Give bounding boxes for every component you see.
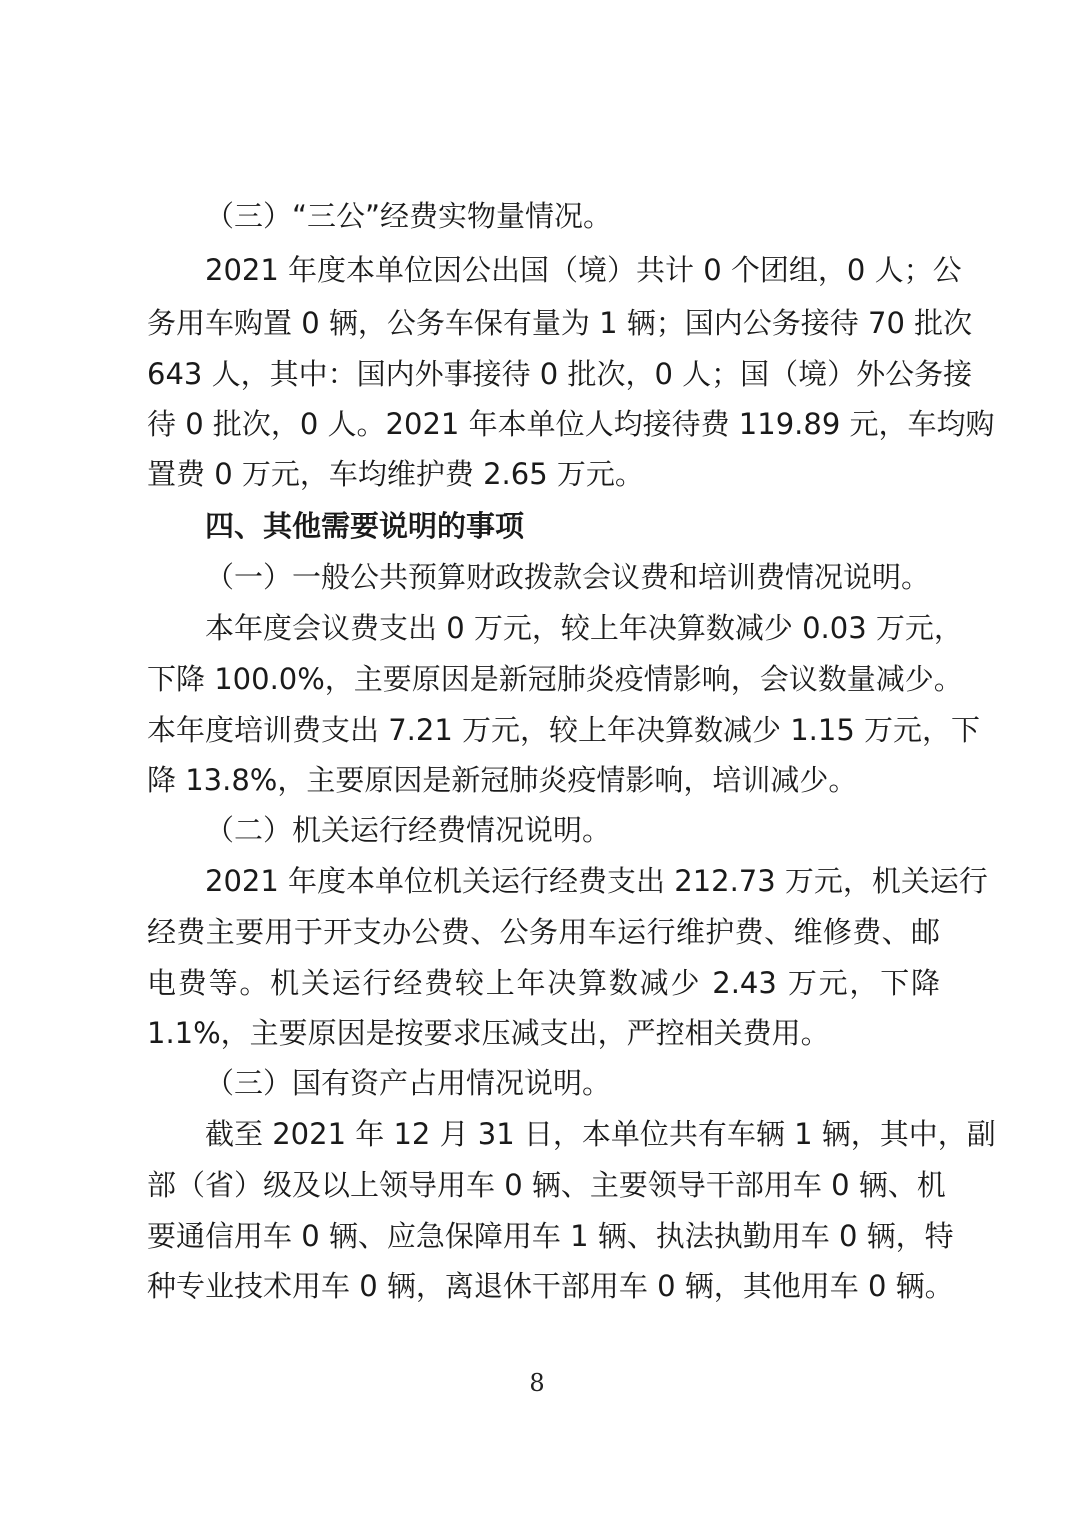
paragraph-line: 下降 100.0%，主要原因是新冠肺炎疫情影响，会议数量减少。 (147, 662, 963, 696)
paragraph-line: 2021 年度本单位因公出国（境）共计 0 个团组，0 人；公 (205, 253, 962, 287)
paragraph-line: 本年度会议费支出 0 万元，较上年决算数减少 0.03 万元， (205, 611, 963, 645)
paragraph-line: 要通信用车 0 辆、应急保障用车 1 辆、执法执勤用车 0 辆，特 (147, 1219, 954, 1253)
paragraph-line: 643 人，其中：国内外事接待 0 批次，0 人；国（境）外公务接 (147, 357, 973, 391)
paragraph-line: 1.1%，主要原因是按要求压减支出，严控相关费用。 (147, 1016, 830, 1050)
paragraph-line: 截至 2021 年 12 月 31 日，本单位共有车辆 1 辆，其中，副 (205, 1117, 996, 1151)
section-heading: （三）“三公”经费实物量情况。 (205, 199, 613, 233)
paragraph-line: 务用车购置 0 辆，公务车保有量为 1 辆；国内公务接待 70 批次 (147, 306, 973, 340)
paragraph-line: 经费主要用于开支办公费、公务用车运行维护费、维修费、邮 (147, 915, 940, 949)
paragraph-line: 电费等。机关运行经费较上年决算数减少 2.43 万元，下降 (147, 966, 940, 1000)
subsection-heading: （二）机关运行经费情况说明。 (205, 813, 612, 847)
subsection-heading: （一）一般公共预算财政拨款会议费和培训费情况说明。 (205, 560, 931, 594)
paragraph-line: 待 0 批次，0 人。2021 年本单位人均接待费 119.89 元，车均购 (147, 407, 995, 441)
paragraph-line: 本年度培训费支出 7.21 万元，较上年决算数减少 1.15 万元，下 (147, 713, 981, 747)
paragraph-line: 2021 年度本单位机关运行经费支出 212.73 万元，机关运行 (205, 864, 988, 898)
page-number: 8 (529, 1369, 545, 1397)
paragraph-line: 部（省）级及以上领导用车 0 辆、主要领导干部用车 0 辆、机 (147, 1168, 946, 1202)
paragraph-line: 种专业技术用车 0 辆，离退休干部用车 0 辆，其他用车 0 辆。 (147, 1269, 954, 1303)
subsection-heading: （三）国有资产占用情况说明。 (205, 1066, 612, 1100)
paragraph-line: 降 13.8%，主要原因是新冠肺炎疫情影响，培训减少。 (147, 763, 858, 797)
part-heading: 四、其他需要说明的事项 (205, 509, 525, 543)
paragraph-line: 置费 0 万元，车均维护费 2.65 万元。 (147, 457, 644, 491)
